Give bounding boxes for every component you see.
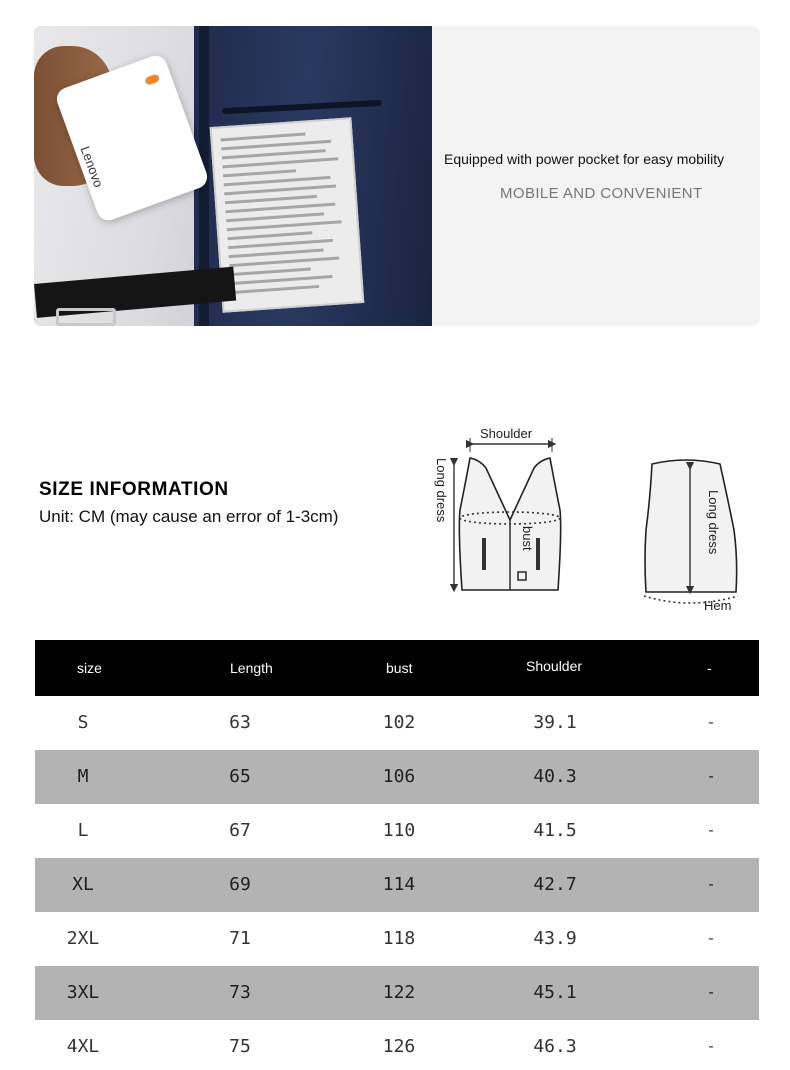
size-info-title: SIZE INFORMATION bbox=[39, 479, 229, 500]
cell-extra: - bbox=[708, 768, 714, 785]
cell-length: 73 bbox=[229, 982, 251, 1003]
cell-extra: - bbox=[708, 1038, 714, 1055]
belt-buckle bbox=[56, 308, 116, 326]
table-row bbox=[35, 1020, 759, 1070]
cell-size: 3XL bbox=[66, 982, 100, 1003]
cell-shoulder: 40.3 bbox=[533, 766, 577, 787]
power-bank-led bbox=[144, 73, 160, 85]
table-row bbox=[35, 696, 759, 750]
cell-shoulder: 43.9 bbox=[533, 928, 577, 949]
cell-length: 65 bbox=[229, 766, 251, 787]
header-extra: - bbox=[707, 660, 712, 676]
cell-size: 2XL bbox=[66, 928, 100, 949]
cell-bust: 106 bbox=[382, 766, 416, 787]
table-row bbox=[35, 804, 759, 858]
cell-extra: - bbox=[708, 930, 714, 947]
size-diagram bbox=[424, 420, 764, 620]
header-shoulder: Shoulder bbox=[526, 658, 583, 674]
cell-bust: 102 bbox=[382, 712, 416, 733]
front-pocket-right bbox=[536, 538, 540, 570]
back-vest-outline bbox=[645, 460, 737, 592]
power-bank-brand: Lenovo bbox=[77, 144, 107, 190]
cell-size: L bbox=[77, 820, 89, 841]
cell-size: S bbox=[77, 712, 89, 733]
header-size: size bbox=[77, 660, 102, 676]
cell-length: 69 bbox=[229, 874, 251, 895]
cell-extra: - bbox=[708, 984, 714, 1001]
cell-shoulder: 42.7 bbox=[533, 874, 577, 895]
cell-extra: - bbox=[708, 822, 714, 839]
table-row bbox=[35, 750, 759, 804]
product-photo bbox=[34, 26, 432, 326]
table-row bbox=[35, 966, 759, 1020]
cell-bust: 126 bbox=[382, 1036, 416, 1057]
cell-size: 4XL bbox=[66, 1036, 100, 1057]
table-row bbox=[35, 858, 759, 912]
size-table bbox=[35, 640, 759, 1070]
long-front-label: Long dress bbox=[434, 458, 449, 523]
cell-size: XL bbox=[72, 874, 94, 895]
cell-bust: 114 bbox=[382, 874, 416, 895]
header-length: Length bbox=[230, 660, 273, 676]
long-back-label: Long dress bbox=[706, 490, 721, 555]
cell-length: 67 bbox=[229, 820, 251, 841]
banner-headline: Equipped with power pocket for easy mobility bbox=[444, 151, 725, 167]
table-row bbox=[35, 912, 759, 966]
bust-label: bust bbox=[520, 526, 535, 551]
cell-shoulder: 45.1 bbox=[533, 982, 577, 1003]
cell-bust: 122 bbox=[382, 982, 416, 1003]
cell-length: 75 bbox=[229, 1036, 251, 1057]
table-header bbox=[35, 640, 759, 696]
front-pocket-left bbox=[482, 538, 486, 570]
cell-extra: - bbox=[708, 714, 714, 731]
banner-text-area bbox=[432, 26, 760, 326]
cell-size: M bbox=[77, 766, 89, 787]
cell-shoulder: 41.5 bbox=[533, 820, 577, 841]
cell-length: 63 bbox=[229, 712, 251, 733]
hem-label: Hem bbox=[704, 598, 732, 613]
feature-banner bbox=[34, 26, 760, 326]
cell-bust: 118 bbox=[382, 928, 416, 949]
shoulder-label: Shoulder bbox=[480, 426, 533, 441]
cell-shoulder: 46.3 bbox=[533, 1036, 577, 1057]
cell-length: 71 bbox=[229, 928, 251, 949]
header-bust: bust bbox=[386, 660, 413, 676]
cell-bust: 110 bbox=[382, 820, 416, 841]
cell-extra: - bbox=[708, 876, 714, 893]
banner-subline: MOBILE AND CONVENIENT bbox=[500, 185, 703, 202]
size-info-unit: Unit: CM (may cause an error of 1-3cm) bbox=[39, 507, 339, 526]
cell-shoulder: 39.1 bbox=[533, 712, 577, 733]
